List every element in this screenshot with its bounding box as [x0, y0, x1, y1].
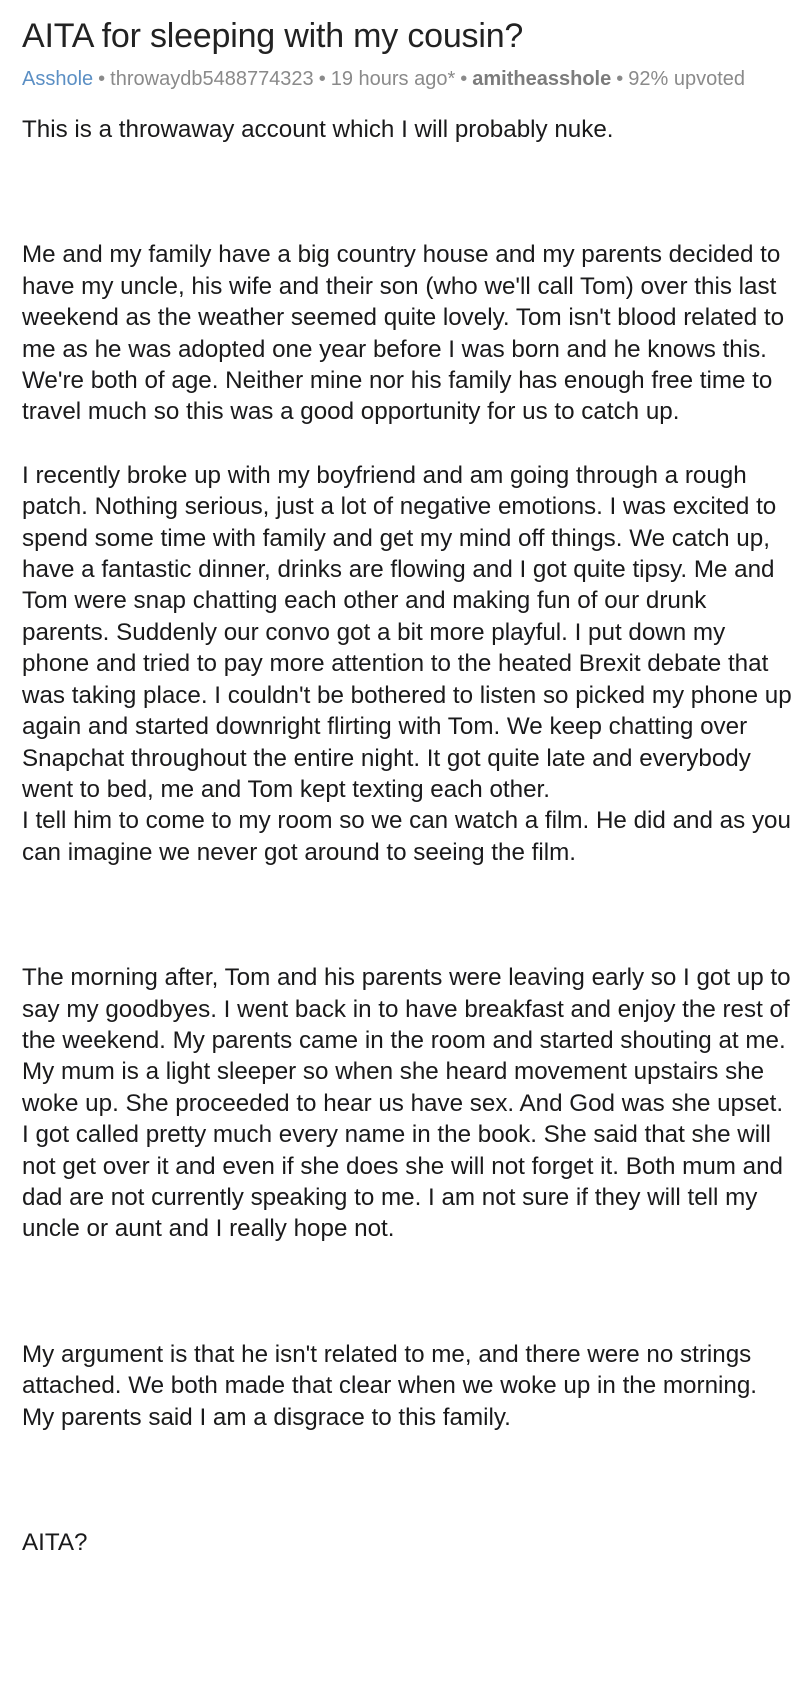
- post-paragraph: The morning after, Tom and his parents were leaving early so I got up to say my goodbyes. I went back in to have breakfast and enjoy the rest of the weekend. My parents came in the room and started shouting at me. My mum is a light sleeper so when she heard movement upstairs she woke up. She proceeded to hear us have sex. And God was she upset. I got called pretty much every name in the book. She said that she will not get over it and even if she does she will not forget it. Both mum and dad are not currently speaking to me. I am not sure if they will tell my uncle or aunt and I really hope not.: [22, 964, 791, 1243]
- paragraph-gap: [22, 145, 792, 239]
- post-paragraph: Me and my family have a big country house and my parents decided to have my uncle, his wife and their son (who we'll call Tom) over this last weekend as the weather seemed quite lovely. Tom isn't blood related to me as he was adopted one year before I was born and he knows this. We're both of age. Neither mine nor his family has enough free time to travel much so this was a good opportunity for us to catch up.: [22, 241, 785, 426]
- meta-separator: •: [616, 68, 624, 90]
- post-upvote-ratio: 92% upvoted: [628, 68, 745, 90]
- post-flair[interactable]: Asshole: [22, 68, 94, 90]
- post-body: [22, 114, 792, 1558]
- post-author[interactable]: throwaydb5488774323: [110, 68, 314, 90]
- meta-separator: •: [460, 68, 468, 90]
- meta-separator: •: [98, 68, 106, 90]
- paragraph-gap: [22, 428, 792, 460]
- post-paragraph: This is a throwaway account which I will probably nuke.: [22, 116, 614, 143]
- paragraph-gap: [22, 868, 792, 962]
- post-meta: [22, 66, 762, 92]
- paragraph-gap: [22, 1245, 792, 1339]
- post-container: [22, 16, 792, 1558]
- meta-separator: •: [318, 68, 326, 90]
- paragraph-gap: [22, 1433, 792, 1527]
- post-paragraph: I recently broke up with my boyfriend and am going through a rough patch. Nothing serious, just a lot of negative emotions. I was excited to spend some time with family and get my mind off things. We catch up, have a fantastic dinner, drinks are flowing and I got quite tipsy. Me and Tom were snap chatting each other and making fun of our drunk parents. Suddenly our convo got a bit more playful. I put down my phone and tried to pay more attention to the heated Brexit debate that was taking place. I couldn't be bothered to listen so picked my phone up again and started downright flirting with Tom. We keep chatting over Snapchat throughout the entire night. It got quite late and everybody went to bed, me and Tom kept texting each other.: [22, 461, 792, 803]
- post-paragraph: AITA?: [22, 1529, 88, 1556]
- post-subreddit[interactable]: amitheasshole: [472, 68, 612, 90]
- post-paragraph: I tell him to come to my room so we can watch a film. He did and as you can imagine we never got around to seeing the film.: [22, 807, 791, 866]
- post-time: 19 hours ago*: [330, 68, 456, 90]
- post-title: AITA for sleeping with my cousin?: [22, 17, 524, 55]
- post-paragraph: My argument is that he isn't related to me, and there were no strings attached. We both made that clear when we woke up in the morning. My parents said I am a disgrace to this family.: [22, 1340, 758, 1431]
